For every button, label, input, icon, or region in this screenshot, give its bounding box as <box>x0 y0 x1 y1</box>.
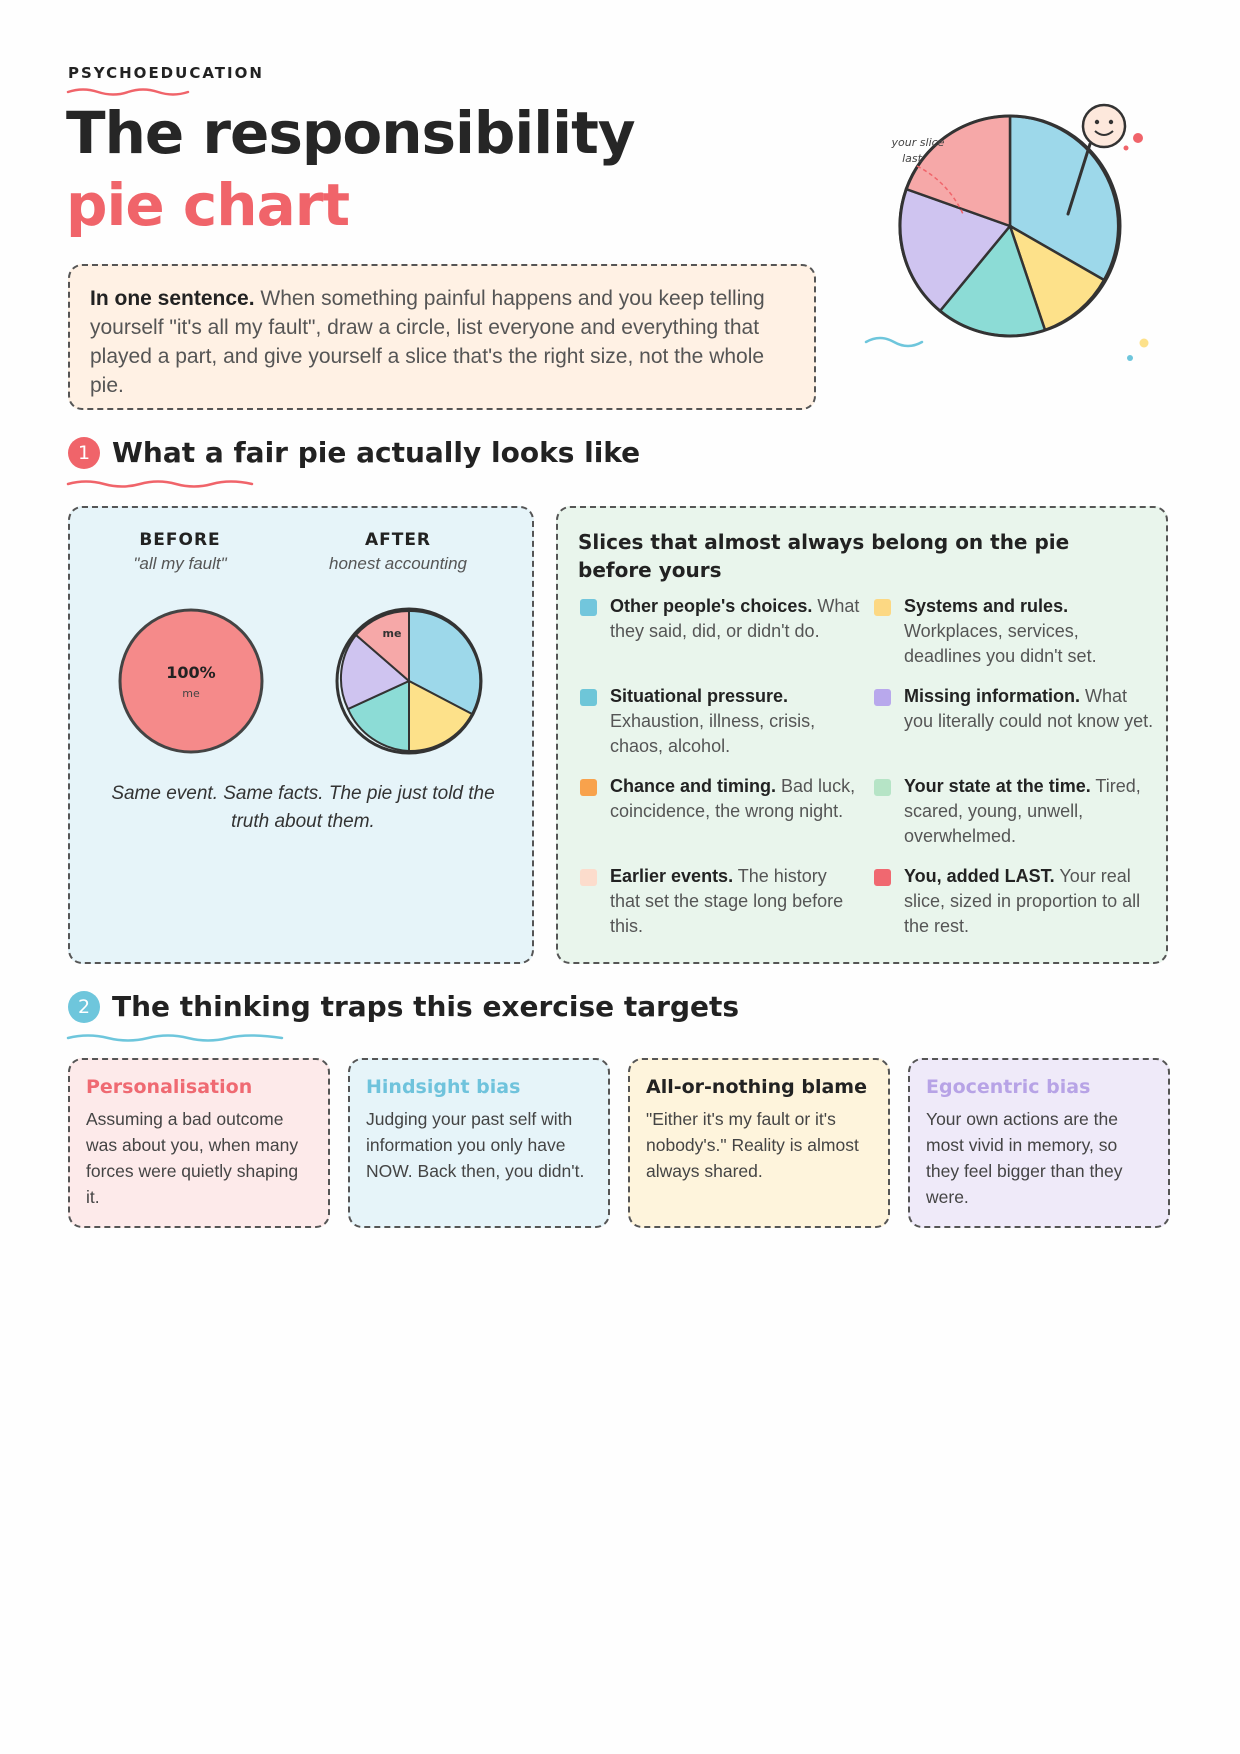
section-2-heading <box>68 990 739 1023</box>
summary-text: When something painful happens and you keep telling yourself "it's all my fault", draw a circle, list everyone and everything that played a part, and give yourself a slice that's the right size, not the whole pie. <box>90 287 765 397</box>
slice-desc: What they said, did, or didn't do. <box>610 596 860 641</box>
hero-annotation-last: last <box>902 152 922 165</box>
trap-card-all-or-nothing <box>628 1058 890 1228</box>
slice-item-earlier-events <box>610 864 860 939</box>
slice-desc: Workplaces, services, deadlines you didn't set. <box>904 621 1097 666</box>
before-label: BEFORE <box>139 530 221 550</box>
section-1-underline <box>66 478 256 490</box>
eyebrow-underline <box>66 86 190 98</box>
before-sublabel: "all my fault" <box>133 554 227 573</box>
slice-desc: The history that set the stage long before this. <box>610 866 844 936</box>
section-1-title: What a fair pie actually looks like <box>112 436 641 469</box>
slice-name: Situational pressure. <box>610 686 789 706</box>
before-pie <box>116 606 266 756</box>
slice-item-your-state <box>904 774 1154 849</box>
trap-title: Personalisation <box>86 1076 253 1098</box>
slice-swatch <box>580 599 597 616</box>
trap-card-hindsight <box>348 1058 610 1228</box>
before-pie-value: 100% <box>166 663 216 682</box>
after-pie-me-label: me <box>382 627 402 640</box>
section-2-number: 2 <box>68 991 100 1023</box>
trap-title: Egocentric bias <box>926 1076 1091 1098</box>
slices-title: Slices that almost always belong on the pie before yours <box>578 530 1070 582</box>
slice-desc: Bad luck, coincidence, the wrong night. <box>610 776 856 821</box>
summary-box <box>68 264 816 410</box>
slice-swatch <box>874 599 891 616</box>
section-2-underline <box>66 1032 286 1044</box>
slice-swatch <box>580 869 597 886</box>
summary-lead: In one sentence. <box>90 287 255 310</box>
slice-desc: Your real slice, sized in proportion to all the rest. <box>904 866 1141 936</box>
slice-swatch <box>874 779 891 796</box>
slice-name: Systems and rules. <box>904 596 1069 616</box>
page-title: The responsibility <box>66 99 635 167</box>
slice-name: Earlier events. <box>610 866 734 886</box>
confetti-dot <box>1127 355 1133 361</box>
section-1-heading <box>68 436 640 469</box>
hero-squiggle <box>866 338 922 346</box>
section-1-number: 1 <box>68 437 100 469</box>
slice-swatch <box>874 689 891 706</box>
slice-desc: Tired, scared, young, unwell, overwhelmed. <box>904 776 1141 846</box>
confetti-dot <box>1133 133 1143 143</box>
confetti-dot <box>1140 339 1149 348</box>
trap-card-egocentric <box>908 1058 1170 1228</box>
eyebrow-label: PSYCHOEDUCATION <box>68 64 264 82</box>
trap-body: "Either it's my fault or it's nobody's." Reality is almost always shared. <box>646 1109 859 1181</box>
slices-panel <box>556 506 1168 964</box>
after-label: AFTER <box>364 530 432 550</box>
slice-desc: What you literally could not know yet. <box>904 686 1154 731</box>
trap-title: Hindsight bias <box>366 1076 521 1098</box>
trap-body: Your own actions are the most vivid in memory, so they feel bigger than they were. <box>926 1109 1123 1207</box>
trap-title: All-or-nothing blame <box>646 1076 867 1098</box>
slice-item-missing-info <box>904 684 1154 734</box>
slice-item-other-people <box>610 594 860 644</box>
slice-item-systems <box>904 594 1154 669</box>
trap-card-personalisation <box>68 1058 330 1228</box>
before-pie-label: me <box>182 687 200 700</box>
after-pie <box>334 606 484 756</box>
trap-body: Assuming a bad outcome was about you, when many forces were quietly shaping it. <box>86 1109 299 1207</box>
section-2-title: The thinking traps this exercise targets <box>112 990 740 1023</box>
slice-swatch <box>580 689 597 706</box>
confetti-dot <box>1124 146 1129 151</box>
slice-name: Your state at the time. <box>904 776 1091 796</box>
hero-annotation: your slice <box>891 136 945 149</box>
slice-name: Missing information. <box>904 686 1081 706</box>
slice-item-situational <box>610 684 860 759</box>
page-title-accent: pie chart <box>66 171 350 239</box>
slice-name: You, added LAST. <box>904 866 1055 886</box>
compare-caption: Same event. Same facts. The pie just told the truth about them. <box>111 783 495 832</box>
slice-desc: Exhaustion, illness, crisis, chaos, alcohol. <box>610 711 816 756</box>
slice-item-chance <box>610 774 860 824</box>
slice-item-you-last <box>904 864 1154 939</box>
trap-body: Judging your past self with information you only have NOW. Back then, you didn't. <box>366 1109 585 1181</box>
before-after-panel <box>68 506 534 964</box>
slice-swatch <box>874 869 891 886</box>
slice-name: Chance and timing. <box>610 776 777 796</box>
slice-name: Other people's choices. <box>610 596 813 616</box>
hero-pie-illustration <box>860 96 1180 396</box>
slice-swatch <box>580 779 597 796</box>
after-sublabel: honest accounting <box>329 554 467 573</box>
